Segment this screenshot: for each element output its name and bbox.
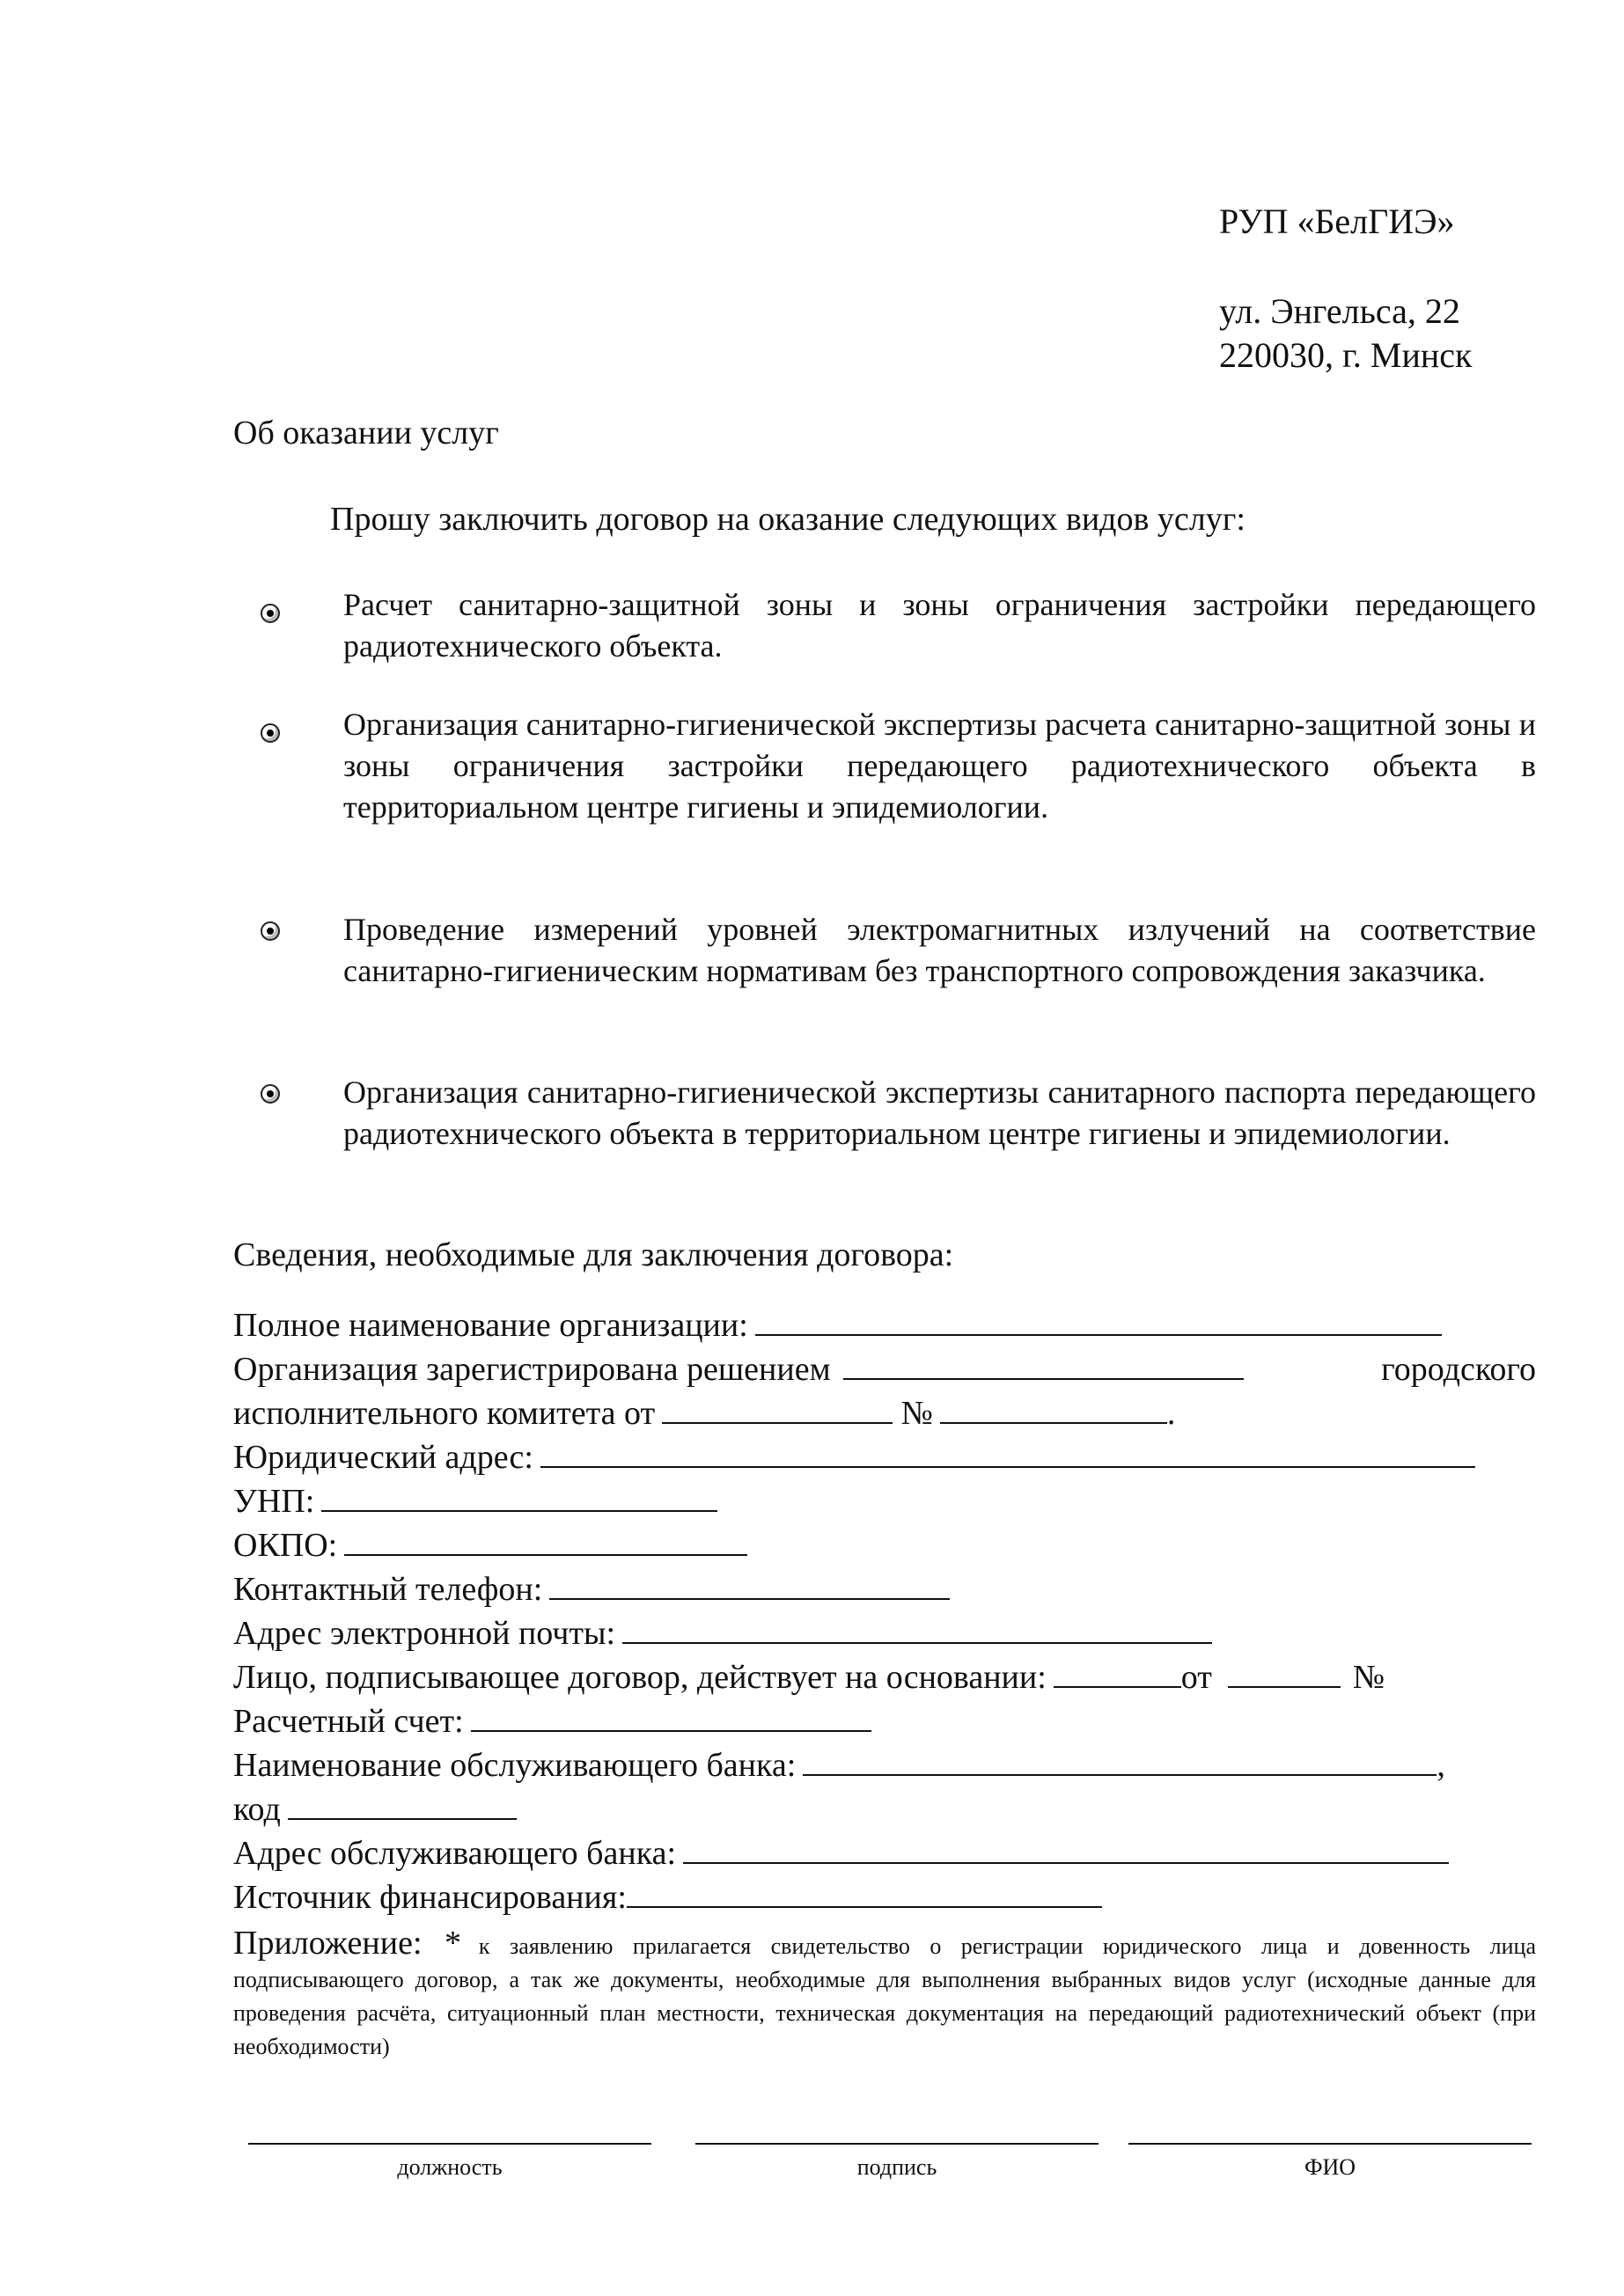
unp-row (233, 1480, 717, 1522)
unp-label: УНП: (233, 1483, 315, 1520)
radio-bullet-icon (261, 1084, 280, 1104)
bank-name-row (233, 1744, 1445, 1786)
executive-label: исполнительного комитета от (233, 1395, 656, 1432)
registered-label: Организация зарегистрирована решением (233, 1351, 831, 1388)
okpo-row (233, 1524, 747, 1566)
code-blank[interactable] (288, 1790, 517, 1820)
subject: Об оказании услуг (233, 414, 499, 451)
radio-bullet-icon (261, 723, 280, 743)
attachment-label: Приложение: * (233, 1925, 461, 1962)
phone-row (233, 1568, 950, 1610)
details-heading: Сведения, необходимые для заключения договора: (233, 1236, 954, 1273)
comma: , (1437, 1747, 1445, 1784)
decision-number-blank[interactable] (940, 1394, 1167, 1424)
position-line[interactable] (248, 2143, 651, 2145)
recipient-street: ул. Энгельса, 22 (1219, 291, 1460, 331)
recipient-name: РУП «БелГИЭ» (1219, 202, 1455, 241)
signature-caption: подпись (856, 2154, 937, 2180)
executive-row (233, 1392, 1175, 1434)
org-name-blank[interactable] (755, 1306, 1442, 1336)
legal-address-label: Юридический адрес: (233, 1439, 533, 1476)
attachment-note (233, 1924, 1536, 2064)
radio-bullet-icon (261, 604, 280, 623)
attachment-text: к заявлению прилагается свидетельство о регистрации юридического лица и довенность лица подписывающего договор, а так же документы, необходимые для выполнения выбранных видов услуг (исходные данные для проведения расчёта, ситуационный план местности, техническая документация на передающий радиотехнический объект (при необходимости) (233, 1933, 1537, 2059)
signature-line[interactable] (695, 2143, 1099, 2145)
funding-label: Источник финансирования: (233, 1879, 627, 1916)
account-blank[interactable] (471, 1702, 871, 1732)
org-name-row (233, 1304, 1442, 1346)
signatory-row (233, 1656, 1385, 1698)
funding-blank[interactable] (627, 1878, 1102, 1908)
number-sign: № (1352, 1659, 1385, 1696)
org-name-label: Полное наименование организации: (233, 1307, 748, 1344)
signatory-label: Лицо, подписывающее договор, действует на основании: (233, 1659, 1047, 1696)
account-row (233, 1700, 871, 1742)
service-item-2: Организация санитарно-гигиенической экспертизы расчета санитарно-защитной зоны и зоны ограничения застройки передающего радиотехнического объекта в территориальном центре гигиены и эпидемиологии. (343, 707, 1536, 825)
city-committee-label: городского (1381, 1351, 1536, 1388)
number-sign: № (900, 1395, 933, 1432)
code-row (233, 1788, 517, 1830)
bank-address-row (233, 1832, 1449, 1874)
okpo-blank[interactable] (344, 1526, 747, 1556)
email-label: Адрес электронной почты: (233, 1615, 616, 1652)
bank-name-blank[interactable] (803, 1746, 1437, 1776)
legal-address-blank[interactable] (540, 1438, 1475, 1468)
name-caption: ФИО (1304, 2154, 1356, 2180)
phone-label: Контактный телефон: (233, 1571, 543, 1608)
registered-row (233, 1348, 1536, 1390)
recipient-city: 220030, г. Минск (1219, 335, 1473, 375)
code-label: код (233, 1791, 281, 1828)
period: . (1166, 1395, 1176, 1432)
okpo-label: ОКПО: (233, 1527, 338, 1564)
unp-blank[interactable] (321, 1482, 717, 1512)
bank-address-blank[interactable] (683, 1834, 1449, 1864)
position-caption: должность (397, 2154, 503, 2180)
service-item-1: Расчет санитарно-защитной зоны и зоны ограничения застройки передающего радиотехнического объекта. (343, 587, 1536, 664)
registered-blank[interactable] (843, 1350, 1244, 1380)
decision-date-blank[interactable] (662, 1394, 893, 1424)
from-label: от (1180, 1659, 1212, 1696)
bank-address-label: Адрес обслуживающего банка: (233, 1835, 677, 1872)
service-item-4: Организация санитарно-гигиенической экспертизы санитарного паспорта передающего радиотехнического объекта в территориальном центре гигиены и эпидемиологии. (343, 1075, 1536, 1151)
phone-blank[interactable] (549, 1570, 950, 1600)
basis-date-blank[interactable] (1228, 1658, 1341, 1688)
funding-row (233, 1876, 1102, 1918)
bank-name-label: Наименование обслуживающего банка: (233, 1747, 797, 1784)
email-blank[interactable] (622, 1614, 1212, 1644)
legal-address-row (233, 1436, 1475, 1478)
request-line: Прошу заключить договор на оказание следующих видов услуг: (330, 501, 1246, 538)
service-item-3: Проведение измерений уровней электромагнитных излучений на соответствие санитарно-гигиеническим нормативам без транспортного сопровождения заказчика. (343, 912, 1536, 988)
account-label: Расчетный счет: (233, 1703, 464, 1740)
email-row (233, 1612, 1212, 1654)
radio-bullet-icon (261, 921, 280, 941)
name-line[interactable] (1128, 2143, 1532, 2145)
basis-blank[interactable] (1054, 1658, 1181, 1688)
